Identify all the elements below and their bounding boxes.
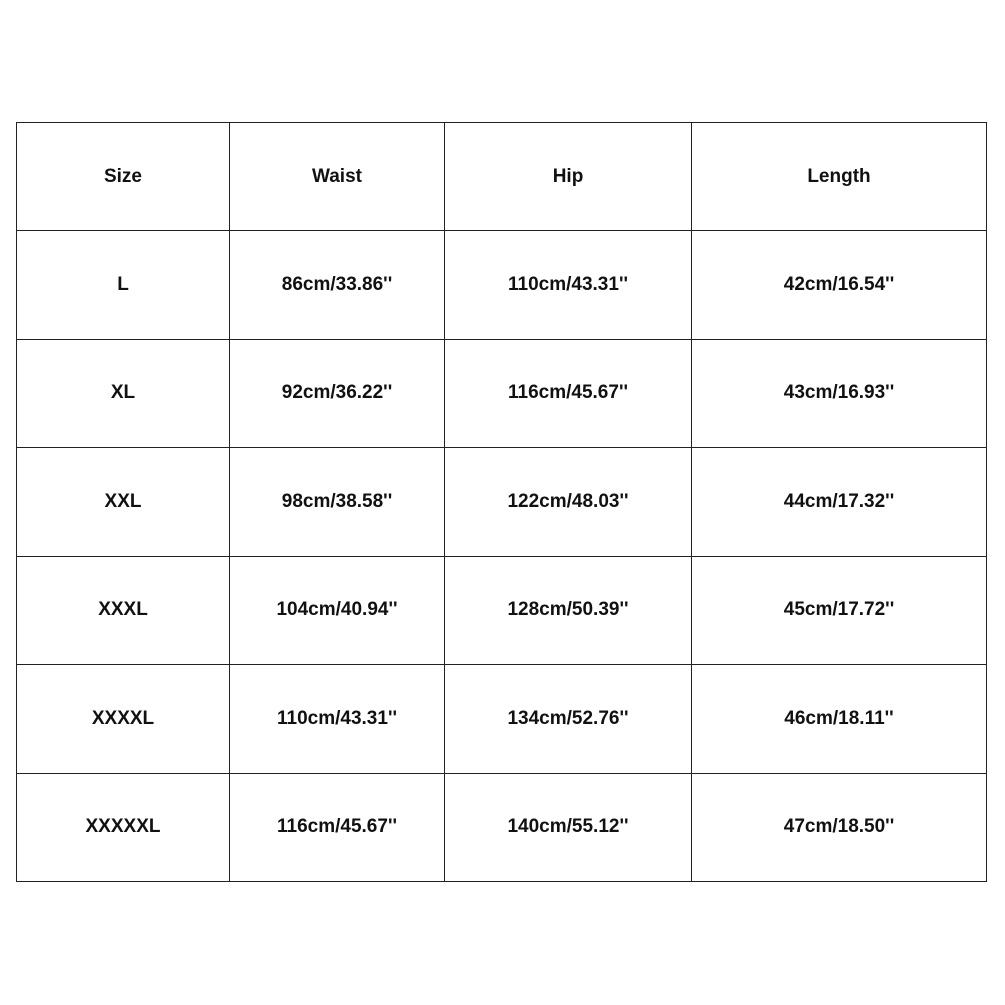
cell-size: XXL: [17, 448, 230, 557]
cell-hip: 134cm/52.76'': [445, 665, 692, 774]
cell-waist: 86cm/33.86'': [230, 231, 445, 340]
cell-waist: 104cm/40.94'': [230, 556, 445, 665]
cell-hip: 116cm/45.67'': [445, 339, 692, 448]
header-length: Length: [692, 123, 987, 231]
table-row: [17, 339, 987, 448]
cell-size: XXXXXL: [17, 773, 230, 882]
table-row: [17, 556, 987, 665]
header-size: Size: [17, 123, 230, 231]
cell-length: 42cm/16.54'': [692, 231, 987, 340]
size-chart-table: [16, 122, 987, 882]
table-row: [17, 448, 987, 557]
cell-hip: 128cm/50.39'': [445, 556, 692, 665]
header-row: [17, 123, 987, 231]
cell-waist: 110cm/43.31'': [230, 665, 445, 774]
table-row: [17, 773, 987, 882]
table-row: [17, 665, 987, 774]
cell-length: 47cm/18.50'': [692, 773, 987, 882]
table-header: [17, 123, 987, 231]
cell-length: 46cm/18.11'': [692, 665, 987, 774]
cell-size: XXXXL: [17, 665, 230, 774]
cell-size: XL: [17, 339, 230, 448]
cell-hip: 110cm/43.31'': [445, 231, 692, 340]
cell-size: XXXL: [17, 556, 230, 665]
cell-waist: 116cm/45.67'': [230, 773, 445, 882]
header-hip: Hip: [445, 123, 692, 231]
cell-size: L: [17, 231, 230, 340]
cell-length: 43cm/16.93'': [692, 339, 987, 448]
cell-hip: 122cm/48.03'': [445, 448, 692, 557]
cell-waist: 98cm/38.58'': [230, 448, 445, 557]
cell-length: 45cm/17.72'': [692, 556, 987, 665]
header-waist: Waist: [230, 123, 445, 231]
table-body: [17, 231, 987, 882]
cell-length: 44cm/17.32'': [692, 448, 987, 557]
cell-hip: 140cm/55.12'': [445, 773, 692, 882]
cell-waist: 92cm/36.22'': [230, 339, 445, 448]
table-row: [17, 231, 987, 340]
